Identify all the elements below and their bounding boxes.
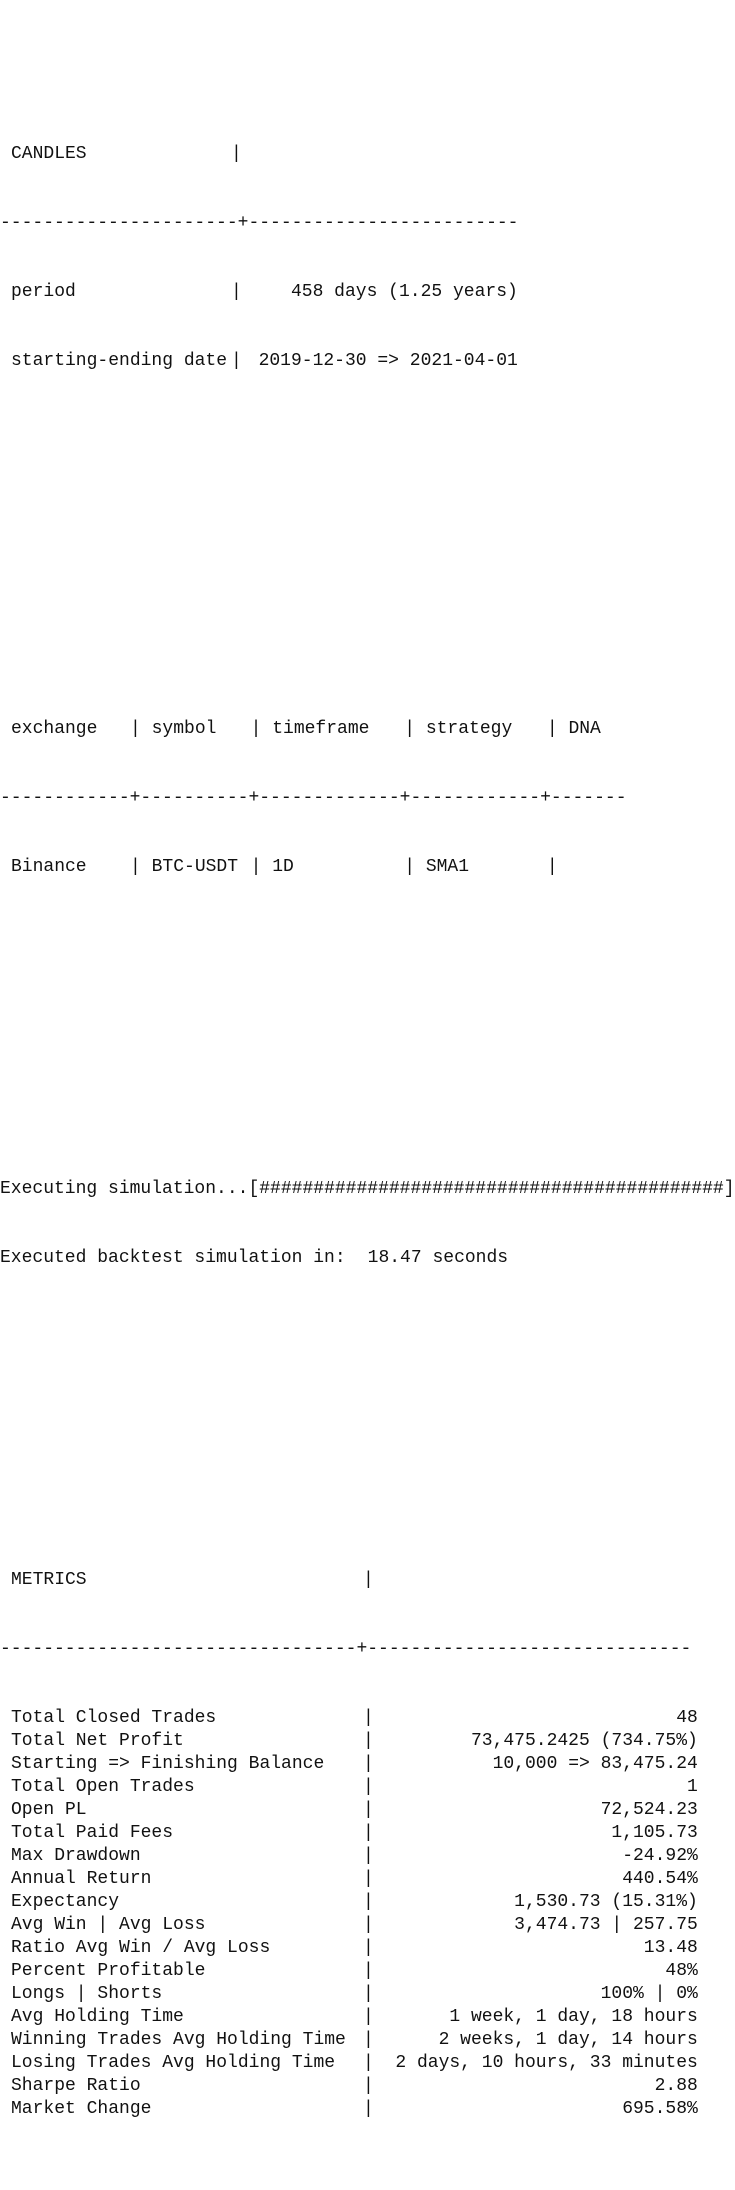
column-divider: | <box>363 1961 374 1981</box>
column-divider: | <box>363 1938 374 1958</box>
column-divider: | <box>130 719 152 739</box>
header-dna: DNA <box>568 719 601 739</box>
metric-row <box>0 2075 706 2098</box>
metric-value: 1 <box>687 1777 698 1797</box>
column-divider: | <box>231 144 242 164</box>
metric-value: 3,474.73 | 257.75 <box>514 1915 698 1935</box>
metric-label: Market Change <box>11 2099 152 2119</box>
column-divider: | <box>231 282 242 302</box>
progress-bar: [###########################################] <box>248 1179 735 1199</box>
metric-value: 1,530.73 (15.31%) <box>514 1892 698 1912</box>
metric-value: 2 days, 10 hours, 33 minutes <box>395 2053 698 2073</box>
metric-value: 1,105.73 <box>611 1823 698 1843</box>
metric-label: Total Paid Fees <box>11 1823 174 1843</box>
column-divider: | <box>363 2030 374 2050</box>
column-divider: | <box>363 1869 374 1889</box>
column-divider: | <box>363 1754 374 1774</box>
metrics-separator: ---------------------------------+------------------------------ <box>0 1639 692 1659</box>
candles-header-row <box>0 143 706 166</box>
metric-label: Total Closed Trades <box>11 1708 217 1728</box>
metric-row <box>0 1730 706 1753</box>
metric-label: Total Open Trades <box>11 1777 195 1797</box>
column-divider: | <box>363 2099 374 2119</box>
progress-label: Executing simulation... <box>0 1179 249 1199</box>
strategy-value: SMA1 <box>425 857 470 877</box>
column-divider: | <box>363 1846 374 1866</box>
column-divider: | <box>363 2053 374 2073</box>
column-divider: | <box>231 351 242 371</box>
metric-value: 2.88 <box>654 2076 698 2096</box>
metric-row <box>0 1914 706 1937</box>
metric-label: Winning Trades Avg Holding Time <box>11 2030 346 2050</box>
header-timeframe: timeframe <box>272 719 370 739</box>
metric-row <box>0 2052 706 2075</box>
metric-value: 48 <box>676 1708 698 1728</box>
candles-header: CANDLES <box>11 144 87 164</box>
header-exchange: exchange <box>11 719 98 739</box>
candles-value: 458 days (1.25 years) <box>290 282 518 302</box>
metric-label: Expectancy <box>11 1892 120 1912</box>
metric-label: Open PL <box>11 1800 87 1820</box>
simulation-duration: 18.47 seconds <box>367 1248 509 1268</box>
column-divider: | <box>363 1915 374 1935</box>
column-divider: | <box>363 1570 374 1590</box>
metric-value: 10,000 => 83,475.24 <box>492 1754 698 1774</box>
metrics-header-row <box>0 1569 706 1592</box>
metric-row <box>0 1845 706 1868</box>
metric-value: 695.58% <box>622 2099 698 2119</box>
metric-value: 1 week, 1 day, 18 hours <box>449 2007 698 2027</box>
metric-value: 2 weeks, 1 day, 14 hours <box>438 2030 698 2050</box>
routes-separator: ------------+----------+-------------+------------+------- <box>0 788 627 808</box>
metric-label: Losing Trades Avg Holding Time <box>11 2053 336 2073</box>
metric-label: Sharpe Ratio <box>11 2076 141 2096</box>
metric-label: Annual Return <box>11 1869 152 1889</box>
column-divider: | <box>130 857 152 877</box>
simulation-complete-line <box>0 1247 706 1270</box>
metric-value: 100% | 0% <box>600 1984 698 2004</box>
candles-table <box>0 97 706 419</box>
routes-header-row <box>0 718 706 741</box>
metrics-header: METRICS <box>11 1570 87 1590</box>
metric-label: Percent Profitable <box>11 1961 206 1981</box>
column-divider: | <box>546 719 569 739</box>
metric-row <box>0 1960 706 1983</box>
column-divider: | <box>363 1823 374 1843</box>
metric-value: 440.54% <box>622 1869 698 1889</box>
metric-value: 13.48 <box>643 1938 698 1958</box>
metric-row <box>0 1891 706 1914</box>
symbol-value: BTC-USDT <box>151 857 239 877</box>
metric-label: Ratio Avg Win / Avg Loss <box>11 1938 271 1958</box>
metric-row <box>0 1868 706 1891</box>
column-divider: | <box>363 2076 374 2096</box>
metric-row <box>0 1937 706 1960</box>
simulation-progress-line <box>0 1178 735 1201</box>
column-divider: | <box>363 1731 374 1751</box>
metrics-table <box>0 1523 706 2167</box>
metric-row <box>0 1822 706 1845</box>
candles-separator: ----------------------+------------------------- <box>0 213 519 233</box>
candles-row <box>0 350 706 373</box>
metric-label: Avg Holding Time <box>11 2007 184 2027</box>
column-divider: | <box>404 857 426 877</box>
column-divider: | <box>363 1777 374 1797</box>
header-symbol: symbol <box>151 719 217 739</box>
column-divider: | <box>250 857 273 877</box>
metric-value: 73,475.2425 (734.75%) <box>470 1731 698 1751</box>
candles-value: 2019-12-30 => 2021-04-01 <box>258 351 518 371</box>
column-divider: | <box>546 857 569 877</box>
metric-value: 48% <box>665 1961 698 1981</box>
metric-label: Avg Win | Avg Loss <box>11 1915 206 1935</box>
routes-table <box>0 672 706 925</box>
column-divider: | <box>404 719 426 739</box>
metric-row <box>0 1799 706 1822</box>
metric-row <box>0 2006 706 2029</box>
metric-label: Starting => Finishing Balance <box>11 1754 325 1774</box>
candles-row <box>0 281 706 304</box>
metric-row <box>0 2029 706 2052</box>
column-divider: | <box>363 1984 374 2004</box>
metric-row <box>0 2098 706 2121</box>
candles-label: starting-ending date <box>11 351 228 371</box>
column-divider: | <box>363 2007 374 2027</box>
metric-value: 72,524.23 <box>600 1800 698 1820</box>
candles-label: period <box>11 282 76 302</box>
routes-row <box>0 856 706 879</box>
metric-label: Total Net Profit <box>11 1731 184 1751</box>
metric-row <box>0 1776 706 1799</box>
metric-label: Max Drawdown <box>11 1846 141 1866</box>
column-divider: | <box>250 719 273 739</box>
header-strategy: strategy <box>425 719 513 739</box>
metric-row <box>0 1983 706 2006</box>
metric-row <box>0 1707 706 1730</box>
column-divider: | <box>363 1708 374 1728</box>
column-divider: | <box>363 1800 374 1820</box>
metric-value: -24.92% <box>622 1846 698 1866</box>
metric-row <box>0 1753 706 1776</box>
timeframe-value: 1D <box>272 857 294 877</box>
completed-label: Executed backtest simulation in: <box>0 1248 346 1268</box>
exchange-value: Binance <box>11 857 87 877</box>
metric-label: Longs | Shorts <box>11 1984 163 2004</box>
column-divider: | <box>363 1892 374 1912</box>
